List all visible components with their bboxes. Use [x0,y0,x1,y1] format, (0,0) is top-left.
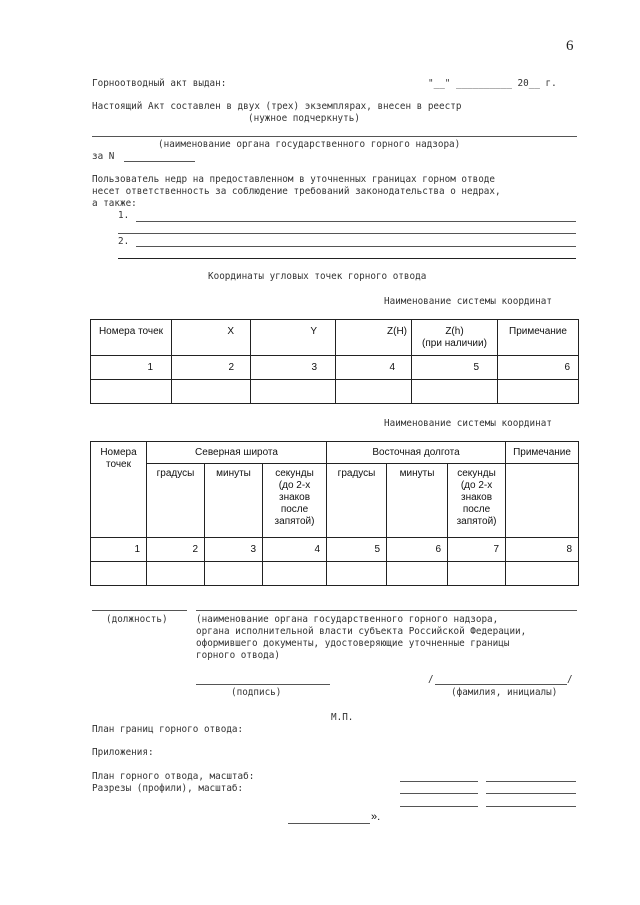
issued-date: "__" __________ 20__ г. [428,78,557,89]
sections-scale-line-c [400,806,478,807]
t1-empty-cell [251,380,336,404]
responsibility-line1: Пользователь недр на предоставленном в уточненных границах горном отводе [92,174,495,185]
t2-num-6: 6 [387,538,448,562]
t2-num-8: 8 [506,538,579,562]
org-line [196,610,577,611]
t2-sub-seconds-east: секунды (до 2-х знаков после запятой) [448,464,506,538]
t2-empty-cell [205,562,263,586]
t2-empty-cell [448,562,506,586]
t1-header-zh: Z(H) [336,320,412,356]
closing-quote: ». [371,811,381,823]
signature-caption: (подпись) [231,687,282,698]
t2-num-4: 4 [263,538,327,562]
plan-scale-line-a [400,781,478,782]
t2-num-5: 5 [327,538,387,562]
t2-num-3: 3 [205,538,263,562]
authority-line [92,136,577,137]
t1-empty-cell [412,380,498,404]
t1-num-6: 6 [498,356,579,380]
page-number: 6 [566,38,574,54]
name-line [435,684,567,685]
closing-line [288,823,370,824]
issued-label: Горноотводный акт выдан: [92,78,227,89]
position-caption: (должность) [106,614,168,625]
item1-line [136,221,576,222]
t2-sub-seconds: секунды (до 2-х знаков после запятой) [263,464,327,538]
org-caption-line1: (наименование органа государственного горного надзора, [196,614,499,625]
plan-scale-label: План горного отвода, масштаб: [92,771,255,782]
org-caption-line3: оформившего документы, удостоверяющие уточненные границы [196,638,510,649]
t2-sub-degrees: градусы [147,464,205,538]
t1-empty-cell [336,380,412,404]
t2-num-1: 1 [91,538,147,562]
t2-empty-cell [91,562,147,586]
t2-empty-cell [387,562,448,586]
copies-line2: (нужное подчеркнуть) [248,113,360,124]
t1-header-points: Номера точек [91,320,172,356]
responsibility-item2: 2. [118,236,130,247]
position-line [92,610,187,611]
responsibility-item1: 1. [118,210,130,221]
t2-num-2: 2 [147,538,205,562]
t1-header-note: Примечание [498,320,579,356]
t2-sub-degrees-east: градусы [327,464,387,538]
t1-num-2: 2 [172,356,251,380]
coord-system-label-2: Наименование системы координат [384,418,552,429]
t2-header-north: Северная широта [147,442,327,464]
t1-num-1: 1 [91,356,172,380]
t1-header-x: X [172,320,251,356]
number-label: за N [92,151,115,162]
t2-header-east: Восточная долгота [327,442,506,464]
t2-empty-cell [327,562,387,586]
t2-header-note: Примечание [506,442,579,464]
org-caption-line4: горного отвода) [196,650,280,661]
authority-caption: (наименование органа государственного горного надзора) [158,139,461,150]
t2-empty-cell [506,562,579,586]
t1-header-y: Y [251,320,336,356]
t1-num-4: 4 [336,356,412,380]
sections-scale-label: Разрезы (профили), масштаб: [92,783,244,794]
item2-line2 [118,258,576,259]
coords-table-1 [90,319,579,404]
coords-title: Координаты угловых точек горного отвода [208,271,427,282]
copies-line1: Настоящий Акт составлен в двух (трех) экземплярах, внесен в реестр [92,101,462,112]
number-line [124,161,195,162]
item1-line2 [118,233,576,234]
name-slash-right: / [567,674,573,685]
t1-num-3: 3 [251,356,336,380]
t2-sub-minutes-east: минуты [387,464,448,538]
attachments-label: Приложения: [92,747,154,758]
t2-empty-cell [147,562,205,586]
plan-scale-line-b [486,781,576,782]
plan-label: План границ горного отвода: [92,724,244,735]
sections-scale-line-a [400,793,478,794]
responsibility-line3: а также: [92,198,137,209]
item2-line [136,246,576,247]
t1-empty-cell [172,380,251,404]
org-caption-line2: органа исполнительной власти субъекта Российской Федерации, [196,626,527,637]
coord-system-label: Наименование системы координат [384,296,552,307]
name-slash-left: / [428,674,434,685]
stamp-label: М.П. [331,712,354,723]
name-caption: (фамилия, инициалы) [451,687,558,698]
t2-header-points: Номера точек [91,442,147,538]
t2-num-7: 7 [448,538,506,562]
t1-num-5: 5 [412,356,498,380]
t1-empty-cell [498,380,579,404]
t1-empty-cell [91,380,172,404]
sections-scale-line-d [486,806,576,807]
t2-empty-cell [263,562,327,586]
t2-note-empty [506,464,579,538]
signature-line [196,684,330,685]
sections-scale-line-b [486,793,576,794]
responsibility-line2: несет ответственность за соблюдение требований законодательства о недрах, [92,186,501,197]
t2-sub-minutes: минуты [205,464,263,538]
t1-header-zh-small: Z(h) (при наличии) [412,320,498,356]
coords-table-2 [90,441,579,586]
